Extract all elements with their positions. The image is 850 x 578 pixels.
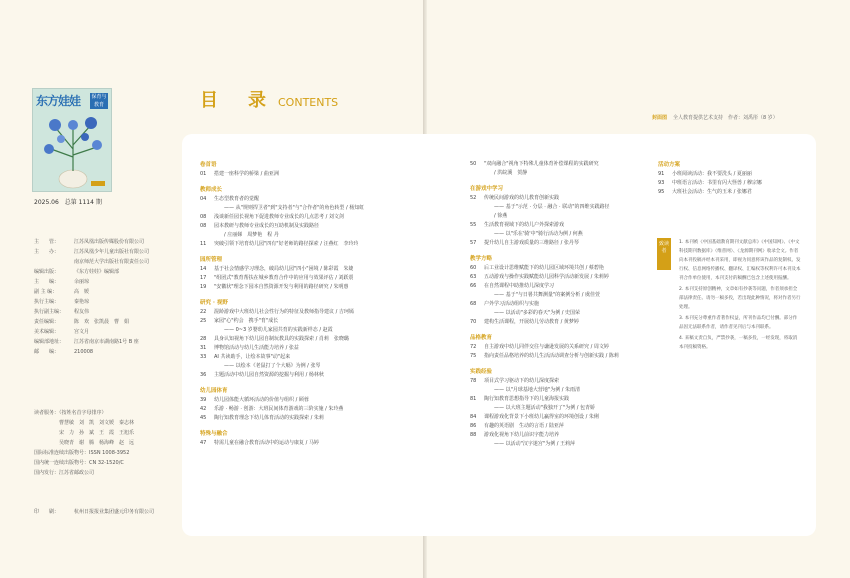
toc-page-number: 55 xyxy=(470,222,477,228)
note-paragraph: 3. 本刊充分尊重作者著作权益，所刊作品均已付酬。部分作品因无法联系作者，请作者见刊后与本刊联系。 xyxy=(679,316,798,330)
toc-title: 博物馆活动与幼儿生活能力培养 / 张益 xyxy=(214,345,299,351)
toc-title: 五动游戏与操作实践赋能幼儿园科学活动新发展 / 朱莉婷 xyxy=(484,274,609,280)
toc-title: "组团式"教育帮扶在城乡教育合作中的应用与效果评估 / 刘跃震 xyxy=(214,275,354,281)
toc-page-number: 84 xyxy=(470,414,477,420)
note-paragraph: 1. 本刊被《中国基础教育期刊文献总库》《中国知网》、《中文科技期刊数据库》（维普网）、《龙源期刊网》收录全文。作者向本刊投稿并经本刊采用，即视为同意将该作品的复制权、发行权、信息网络传播权、翻译权、汇编权等权利许可本刊及本刊合作单位使用，本刊支付的稿酬已包含上述使用报酬。 xyxy=(679,240,801,281)
masthead-row xyxy=(34,297,149,307)
toc-page-number xyxy=(470,291,484,300)
masthead-row xyxy=(34,237,149,247)
toc-title: —— 0~3 岁婴幼儿家园共育的实践新样态 / 赵霞 xyxy=(224,327,333,333)
note-tag: 致读者 xyxy=(657,238,671,270)
toc-title: 搭建一座科学的桥梁 / 曲亚洲 xyxy=(214,171,279,177)
contents-title-en: CONTENTS xyxy=(278,96,339,109)
toc-entry[interactable] xyxy=(200,213,450,222)
toc-page-number: 31 xyxy=(200,345,207,351)
masthead-value: 高 媛 xyxy=(74,289,90,295)
editor-note xyxy=(679,238,801,354)
printer-value: 杭州日报报业集团盛元印务有限公司 xyxy=(74,509,155,515)
masthead-row xyxy=(34,257,149,267)
toc-title: 大班社会活动：生气的玉米 / 张娜君 xyxy=(672,189,752,195)
toc-entry[interactable] xyxy=(470,300,650,309)
toc-page-number: 68 xyxy=(470,301,477,307)
masthead-key: 编辑部地址： xyxy=(34,339,65,345)
toc-title: 课程游戏化背景下小班幼儿赢得室的环境创设 / 朱俐 xyxy=(484,414,599,420)
masthead-value: 210008 xyxy=(74,349,94,355)
toc-page-number: 08 xyxy=(200,223,207,229)
toc-entry[interactable] xyxy=(470,352,650,361)
toc-page-number xyxy=(470,203,484,212)
toc-title: 后工业设计思维赋能下的幼儿园区域环境共创 / 蔡碧艳 xyxy=(484,265,604,271)
masthead-value: 程友伟 xyxy=(74,309,90,315)
masthead-key: 主 办： xyxy=(34,249,60,255)
toc-column-2 xyxy=(470,160,650,449)
toc-title: 混龄游戏中大班幼儿社会性行为的特征及教师指导建议 / 吉珂嫣 xyxy=(214,309,354,315)
service-line: 国内统一连续出版物号：CN 32-1520/C xyxy=(34,460,124,466)
toc-page-number: 50 xyxy=(470,161,477,167)
toc-section-heading: 活动方案 xyxy=(658,162,681,168)
masthead-row xyxy=(34,327,149,337)
toc-page-number: 36 xyxy=(200,372,207,378)
cover-title: 东方娃娃 xyxy=(36,94,81,108)
masthead-key: 副 主 编： xyxy=(34,289,58,295)
toc-title: 陶行知教育思想指导下的儿童海报实践 xyxy=(484,396,570,402)
issue-date: 2025.06 xyxy=(34,199,59,206)
toc-page-number: 91 xyxy=(658,171,665,177)
toc-page-number: 17 xyxy=(200,275,207,281)
cover-thumbnail[interactable] xyxy=(32,88,112,192)
toc-entry[interactable] xyxy=(200,308,450,317)
masthead-row xyxy=(34,277,149,287)
toc-entry[interactable] xyxy=(658,170,808,179)
toc-page-number: 08 xyxy=(200,214,207,220)
toc-entry[interactable] xyxy=(200,170,450,179)
toc-entry[interactable] xyxy=(470,395,650,404)
toc-title: / 徐燕 xyxy=(494,213,508,219)
masthead-value: 宫文月 xyxy=(74,329,90,335)
toc-page-number xyxy=(200,231,214,240)
toc-entry[interactable] xyxy=(200,240,450,249)
toc-entry[interactable] xyxy=(470,386,650,395)
toc-entry[interactable] xyxy=(200,283,450,292)
toc-title: 指向责任品格培养的幼儿生活活动调查分析与创新实践 / 陈莉 xyxy=(484,353,619,359)
issue-info xyxy=(34,197,106,206)
cover-flower-illustration xyxy=(33,109,112,192)
toc-entry[interactable] xyxy=(200,405,450,414)
toc-page-number: 60 xyxy=(470,265,477,271)
toc-title: 在自然课程中助推幼儿深度学习 xyxy=(484,283,555,289)
toc-page-number: 01 xyxy=(200,171,207,177)
toc-column-3 xyxy=(658,160,808,197)
toc-page-number xyxy=(200,362,214,371)
printer-info xyxy=(34,508,154,515)
masthead-value: 《东方娃娃》编辑部 xyxy=(74,269,120,275)
toc-entry[interactable] xyxy=(470,264,650,273)
toc-entry[interactable] xyxy=(470,203,650,212)
masthead-value: 陈 欢 张凯晨 曹 娟 xyxy=(74,319,130,325)
toc-page-number: 47 xyxy=(200,440,207,446)
masthead-value: 江苏凤凰出版传媒股份有限公司 xyxy=(74,239,145,245)
toc-page-number: 88 xyxy=(470,432,477,438)
toc-page-number xyxy=(470,212,484,221)
masthead-key xyxy=(34,257,74,267)
toc-entry[interactable] xyxy=(470,282,650,291)
service-line: 宋 力 孙 斌 王 霞 王旭乐 xyxy=(34,430,135,436)
toc-page-number: 04 xyxy=(200,196,207,202)
toc-title: 家园"心"约会 携手"育"成长 xyxy=(214,318,279,324)
toc-entry[interactable] xyxy=(200,274,450,283)
toc-title: 提升幼儿自主游戏质量的三维路径 / 张丹琴 xyxy=(484,240,579,246)
toc-section-heading: 品格教育 xyxy=(470,335,493,341)
masthead-value: 江苏凤凰少年儿童出版社有限公司 xyxy=(74,249,150,255)
toc-title: —— 以"月球基地大营地"为例 / 朱雨清 xyxy=(494,387,581,393)
toc-title: —— 基于"与日晷共舞测量"的案例分析 / 虞佳萱 xyxy=(494,292,601,298)
masthead xyxy=(34,237,149,357)
toc-entry[interactable] xyxy=(200,195,450,204)
toc-page-number: 81 xyxy=(470,396,477,402)
toc-entry[interactable] xyxy=(470,194,650,203)
toc-page-number: 78 xyxy=(470,378,477,384)
issue-total: 总第 1114 期 xyxy=(64,199,102,206)
toc-title: 生态型教育者的觉醒 xyxy=(214,196,260,202)
toc-page-number: 42 xyxy=(200,406,207,412)
toc-entry[interactable] xyxy=(470,273,650,282)
toc-entry[interactable] xyxy=(470,422,650,431)
contents-title-cn: 目 录 xyxy=(200,90,272,111)
service-line: 读者服务：（按姓名首字母排序） xyxy=(34,410,107,416)
toc-title: 幼儿园体能大循环活动的价值与组织 / 顾蓉 xyxy=(214,397,309,403)
toc-entry[interactable] xyxy=(200,204,450,213)
toc-entry[interactable] xyxy=(470,230,650,239)
toc-title: "安徽状"理念下园本自然资源开发与利用的路径研究 / 朱明惠 xyxy=(214,284,349,290)
toc-entry[interactable] xyxy=(470,440,650,449)
toc-page-number: 25 xyxy=(200,318,207,324)
toc-page-number xyxy=(470,404,484,413)
toc-page-number: 57 xyxy=(470,240,477,246)
masthead-key: 责任编辑： xyxy=(34,319,60,325)
toc-title: 传统民间游戏的幼儿教育创新实践 xyxy=(484,195,560,201)
toc-page-number: 19 xyxy=(200,284,207,290)
toc-entry[interactable] xyxy=(200,371,450,380)
masthead-key: 邮 编： xyxy=(34,349,60,355)
toc-title: —— 以"乐在'骑'中"骑行活动为例 / 何燕 xyxy=(494,231,583,237)
toc-title: "双向融合"视角下特殊儿童体育补偿课程的实践研究 xyxy=(484,161,599,167)
toc-page-number xyxy=(200,326,214,335)
toc-entry[interactable] xyxy=(470,413,650,422)
cover-credit-label: 封面图 xyxy=(652,115,668,121)
toc-title: —— 以大班主题活动"我独开了"为例 / 包青娇 xyxy=(494,405,596,411)
cover-credit xyxy=(652,114,778,121)
toc-title: 生活教育视域下的幼儿户外探索游戏 xyxy=(484,222,565,228)
toc-section-heading: 特殊与融合 xyxy=(200,431,228,437)
toc-title: 乐游 · 畅游 · 创游：大班民间体育游戏的三阶实施 / 朱玲燕 xyxy=(214,406,344,412)
toc-page-number xyxy=(470,440,484,449)
toc-title: —— 以绘本《老鼠打了个大嗝》为例 / 张琴 xyxy=(224,363,321,369)
toc-title: —— 以活动"汉字迷宫"为例 / 王莉萍 xyxy=(494,441,576,447)
cover-credit-text: 全人教育提供艺术支持 作者：刘禹彤（8 岁） xyxy=(673,115,778,121)
masthead-key: 执行主编： xyxy=(34,299,60,305)
toc-section-heading: 实践经验 xyxy=(470,369,493,375)
printer-key: 印 刷： xyxy=(34,509,60,515)
toc-title: 有趣的英语剧 生动的言语 / 陆亚萍 xyxy=(484,423,564,429)
toc-entry[interactable] xyxy=(200,439,450,448)
toc-page-number: 63 xyxy=(470,274,477,280)
toc-entry[interactable] xyxy=(200,265,450,274)
toc-entry[interactable] xyxy=(470,239,650,248)
toc-page-number: 93 xyxy=(658,180,665,186)
toc-entry[interactable] xyxy=(470,318,650,327)
masthead-value: 余丽琼 xyxy=(74,279,90,285)
toc-entry[interactable] xyxy=(470,212,650,221)
service-line: 国内发行：江苏省邮政公司 xyxy=(34,470,95,476)
toc-title: 主题活动中幼儿园自然资源的挖掘与利用 / 杨林秋 xyxy=(214,372,324,378)
toc-section-heading: 教学方略 xyxy=(470,256,493,262)
toc-page-number xyxy=(470,169,484,178)
toc-entry[interactable] xyxy=(470,291,650,300)
toc-page-number: 14 xyxy=(200,266,207,272)
toc-page-number: 11 xyxy=(200,241,207,247)
toc-entry[interactable] xyxy=(470,160,650,169)
toc-entry[interactable] xyxy=(470,309,650,318)
note-paragraph: 2. 本刊支持原创精神，文章如有抄袭等问题，作者须承担全部法律责任。请勿一稿多投，若出现此种情况，将对作者另行处理。 xyxy=(679,287,801,310)
toc-title: 浅谈新任园长视角下促进教师专业成长的几点思考 / 刘文剑 xyxy=(214,214,344,220)
toc-entry[interactable] xyxy=(470,377,650,386)
masthead-value: 江苏省南京市湖南路1号 B 座 xyxy=(74,339,139,345)
toc-entry[interactable] xyxy=(470,404,650,413)
toc-section-heading: 园所管理 xyxy=(200,257,223,263)
toc-entry[interactable] xyxy=(470,343,650,352)
toc-entry[interactable] xyxy=(200,344,450,353)
service-line: 吴晓青 谢 腾 杨海峰 赵 远 xyxy=(34,440,135,446)
toc-entry[interactable] xyxy=(200,326,450,335)
toc-section-heading: 研究 · 视野 xyxy=(200,300,228,306)
toc-entry[interactable] xyxy=(470,221,650,230)
toc-entry[interactable] xyxy=(470,169,650,178)
masthead-row xyxy=(34,337,149,347)
toc-page-number: 75 xyxy=(470,353,477,359)
masthead-key: 主 编： xyxy=(34,279,60,285)
toc-title: AI 共读助手，让绘本故事"动"起来 xyxy=(214,354,291,360)
toc-entry[interactable] xyxy=(200,317,450,326)
toc-entry[interactable] xyxy=(470,431,650,440)
toc-page-number xyxy=(470,230,484,239)
toc-entry[interactable] xyxy=(658,188,808,197)
masthead-key: 美术编辑： xyxy=(34,329,60,335)
toc-title: 小班阅读活动：我不要洗头 / 夏丽丽 xyxy=(672,171,752,177)
masthead-key: 主 管： xyxy=(34,239,60,245)
toc-title: / 洪皖溪 贺静 xyxy=(494,170,528,176)
toc-title: 游戏化视角下幼儿前识字能力培养 xyxy=(484,432,560,438)
toc-entry[interactable] xyxy=(200,396,450,405)
toc-title: 建构生活课程，开展幼儿劳动教育 / 黄梦婷 xyxy=(484,319,579,325)
toc-section-heading: 卷首语 xyxy=(200,162,217,168)
masthead-row xyxy=(34,287,149,297)
toc-page-number: 72 xyxy=(470,344,477,350)
toc-title: 突破引领下培育幼儿园"四有"好老师的路径探索 / 汪燕红 李玲玲 xyxy=(214,241,359,247)
toc-page-number: 52 xyxy=(470,195,477,201)
toc-title: 园本教研与教师专业成长的互助机制及实践路径 xyxy=(214,223,320,229)
toc-title: 中班语言活动：书里有闪大怪兽 / 穆宗娜 xyxy=(672,180,762,186)
contents-heading xyxy=(200,86,338,112)
masthead-key: 执行副主编： xyxy=(34,309,65,315)
masthead-value: 南京师范大学出版社有限责任公司 xyxy=(74,259,150,265)
toc-title: 特需儿童在融合教育活动中的运动与康复 / 马婷 xyxy=(214,440,319,446)
toc-title: 基于社会情感学习理念，破局幼儿园"四小"困境 / 陈彩霞 朱婕 xyxy=(214,266,354,272)
toc-title: 户外学习活动组织与实施 xyxy=(484,301,540,307)
cover-badge: 保育与教育 xyxy=(91,94,107,108)
toc-section-heading: 教师成长 xyxy=(200,187,223,193)
toc-entry[interactable] xyxy=(200,353,450,362)
toc-section-heading: 在游戏中学习 xyxy=(470,186,504,192)
toc-page-number: 70 xyxy=(470,319,477,325)
masthead-row xyxy=(34,247,149,257)
toc-page-number: 33 xyxy=(200,354,207,360)
masthead-row xyxy=(34,347,149,357)
toc-column-1 xyxy=(200,160,450,448)
toc-entry[interactable] xyxy=(200,335,450,344)
masthead-row xyxy=(34,317,149,327)
toc-title: 具身认知视角下幼儿园自制玩教具的实践探索 / 肖莉 张晓璐 xyxy=(214,336,349,342)
toc-page-number: 45 xyxy=(200,415,207,421)
toc-page-number: 22 xyxy=(200,309,207,315)
masthead-row xyxy=(34,267,149,277)
toc-entry[interactable] xyxy=(658,179,808,188)
toc-page-number: 66 xyxy=(470,283,477,289)
toc-title: 项目式学习驱动下的幼儿深度探索 xyxy=(484,378,560,384)
service-line: 国际标准连续出版物号：ISSN 1008-3952 xyxy=(34,450,130,456)
service-line: 曹慧敏 刘 凯 刘文媛 秦志林 xyxy=(34,420,135,426)
toc-entry[interactable] xyxy=(200,222,450,231)
toc-section-heading: 幼儿园体育 xyxy=(200,388,228,394)
toc-page-number: 28 xyxy=(200,336,207,342)
toc-title: 自主游戏中幼儿同伴交往与谦逊发展的关系研究 / 周文婷 xyxy=(484,344,609,350)
masthead-value: 秦艳琼 xyxy=(74,299,90,305)
toc-entry[interactable] xyxy=(200,362,450,371)
note-paragraph: 4. 来稿文责自负，严禁抄袭，一稿多投，一经发现，将取消本刊投稿资格。 xyxy=(679,336,798,350)
toc-page-number xyxy=(200,204,214,213)
masthead-row xyxy=(34,307,149,317)
toc-title: 陶行知教育理念下幼儿体育活动的实践探索 / 朱莉 xyxy=(214,415,324,421)
toc-entry[interactable] xyxy=(200,231,450,240)
toc-page-number xyxy=(470,309,484,318)
toc-title: —— 基于"示范 · 分层 · 融合 · 联动"的四维实践路径 xyxy=(494,204,610,210)
toc-page-number: 86 xyxy=(470,423,477,429)
toc-title: / 庄丽娣 周梦艳 程 丹 xyxy=(224,232,279,238)
masthead-key: 编辑出版： xyxy=(34,269,60,275)
toc-entry[interactable] xyxy=(200,414,450,423)
toc-page-number: 95 xyxy=(658,189,665,195)
reader-service xyxy=(34,408,134,478)
toc-page-number xyxy=(470,386,484,395)
toc-title: —— 以活动"多彩的春天"为例 / 史国荣 xyxy=(494,310,581,316)
toc-page-number: 39 xyxy=(200,397,207,403)
toc-title: —— 从"规则捍卫者"到"支持者"与"合作者"的角色转型 / 杨知虹 xyxy=(224,205,365,211)
